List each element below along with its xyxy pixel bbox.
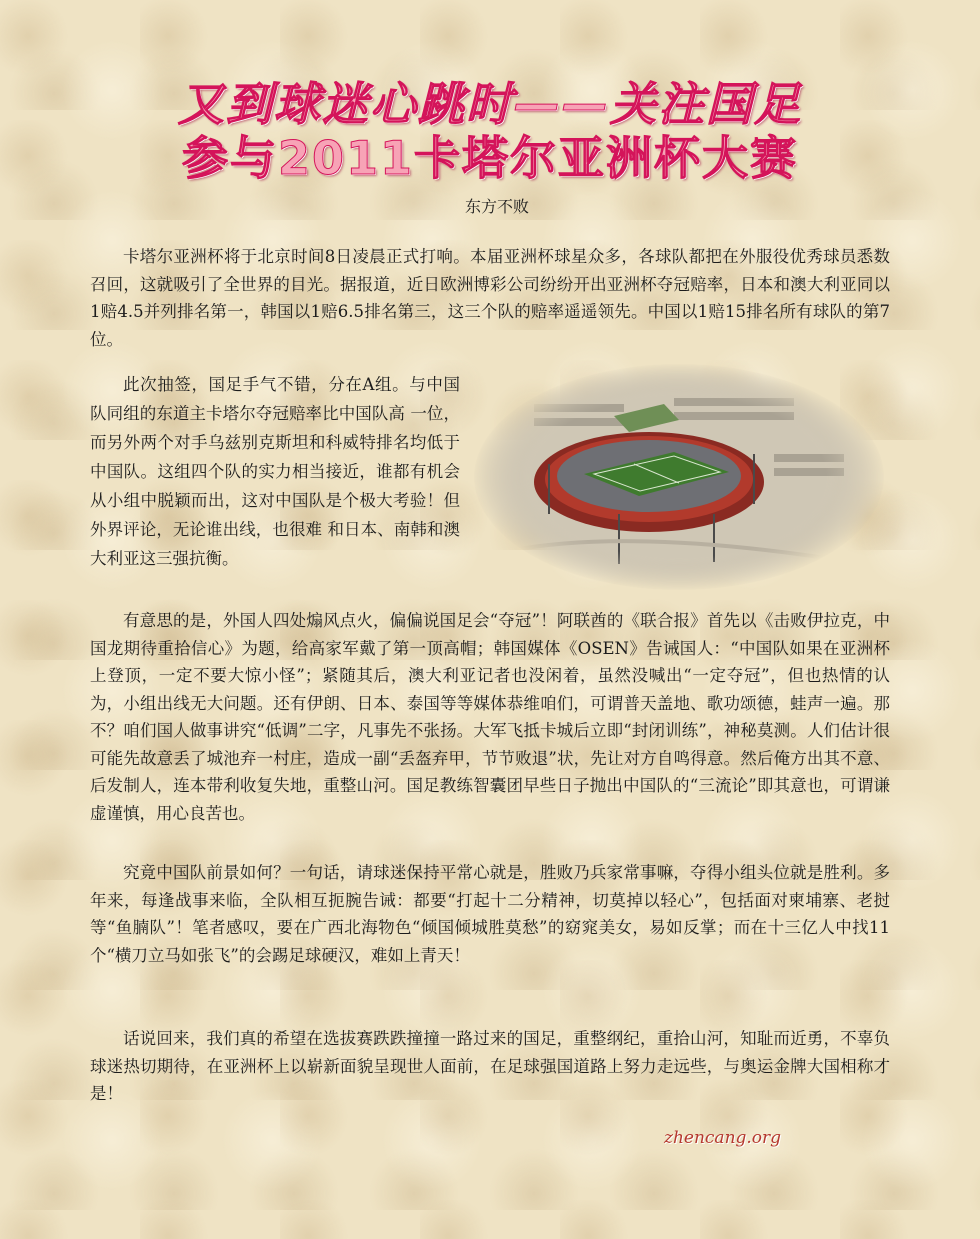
stadium-aerial-photo xyxy=(474,364,884,590)
author-byline: 东方不败 xyxy=(464,197,529,216)
article-paragraph-5: 话说回来，我们真的希望在选拔赛跌跌撞撞一路过来的国足，重整纲纪，重拾山河，知耻而近勇，不辜负球迷热切期待，在亚洲杯上以崭新面貌呈现世人面前，在足球强国道路上努力走远些，与奥运金牌大国相称才是！ xyxy=(90,1029,890,1103)
article-paragraph-2: 此次抽签，国足手气不错，分在A组。与中国队同组的东道主卡塔尔夺冠赔率比中国队高 一位，而另外两个对手乌兹别克斯坦和科威特排名均低于中国队。这组四个队的实力相当接近，谁都有机会从小组中脱颖而出，这对中国队是个极大考验！但外界评论，无论谁出线，也很难 和日本、南韩和澳大利亚这三强抗衡。 xyxy=(90,375,460,568)
headline-line-1: 又到球迷心跳时——关注国足 xyxy=(178,77,802,131)
article-paragraph-1: 卡塔尔亚洲杯将于北京时间8日凌晨正式打响。本届亚洲杯球星众多，各球队都把在外服役优秀球员悉数召回，这就吸引了全世界的目光。据报道，近日欧洲博彩公司纷纷开出亚洲杯夺冠赔率，日本和澳大利亚同以1赔4.5并列排名第一，韩国以1赔6.5排名第三，这三个队的赔率遥遥领先。中国以1赔15排名所有球队的第7位。 xyxy=(90,247,890,349)
article-paragraph-4: 究竟中国队前景如何？一句话，请球迷保持平常心就是，胜败乃兵家常事嘛，夺得小组头位就是胜利。多年来，每逢战事来临，全队相互扼腕告诫：都要“打起十二分精神，切莫掉以轻心”，包括面对柬埔寨、老挝等“鱼腩队”！笔者感叹，要在广西北海物色“倾国倾城胜莫愁”的窈窕美女，易如反掌；而在十三亿人中找11个“横刀立马如张飞”的会踢足球硬汉，难如上青天！ xyxy=(90,863,890,965)
site-signature: zhencang.org xyxy=(664,1128,782,1148)
article-paragraph-3: 有意思的是，外国人四处煽风点火，偏偏说国足会“夺冠”！阿联酋的《联合报》首先以《击败伊拉克，中国龙期待重拾信心》为题，给高家军戴了第一顶高帽；韩国媒体《OSEN》告诫国人：“中国队如果在亚洲杯上登顶，一定不要大惊小怪”；紧随其后，澳大利亚记者也没闲着，虽然没喊出“一定夺冠”，但也热情的认为，小组出线无大问题。还有伊朗、日本、泰国等等媒体恭维咱们，可谓普天盖地、歌功颂德，蛙声一遍。那不？咱们国人做事讲究“低调”二字，凡事先不张扬。大军飞抵卡城后立即“封闭训练”，神秘莫测。人们估计很可能先故意丢了城池弃一村庄，造成一副“丢盔弃甲，节节败退”状，先让对方自鸣得意。然后俺方出其不意、后发制人，连本带利收复失地，重整山河。国足教练智囊团早些日子抛出中国队的“三流论”即其意也，可谓谦虚谨慎，用心良苦也。 xyxy=(90,611,890,823)
headline-line-2: 参与2011卡塔尔亚洲杯大赛 xyxy=(181,131,799,185)
